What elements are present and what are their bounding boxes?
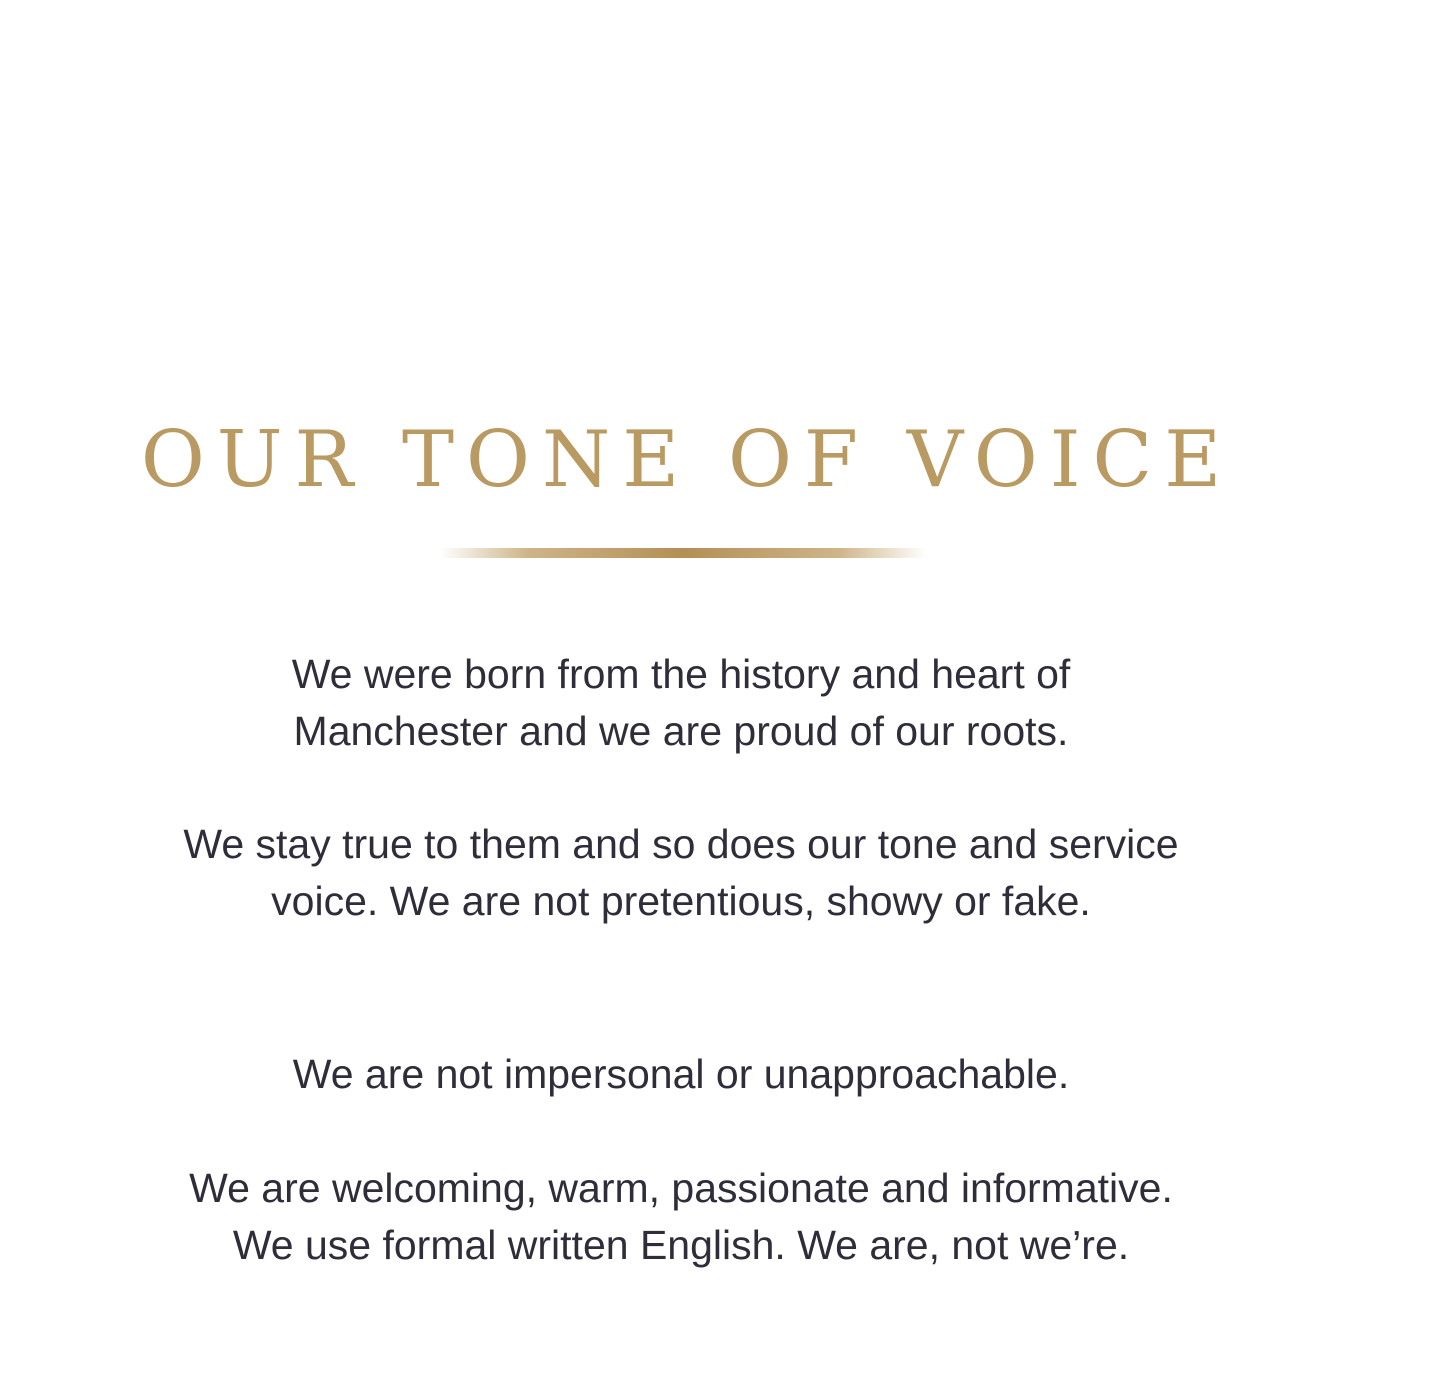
paragraph-roots: We were born from the history and heart of Manchester and we are proud of our roots.: [291, 651, 1071, 754]
paragraph-true-to-roots: We stay true to them and so does our tone and service voice. We are not pretentious, showy or fake.: [183, 821, 1179, 924]
section-heading: OUR TONE OF VOICE: [140, 415, 1234, 505]
paragraph-approachable: We are not impersonal or unapproachable.: [292, 1051, 1070, 1097]
gold-divider: [440, 548, 926, 558]
paragraph-welcoming: We are welcoming, warm, passionate and informative. We use formal written English. We are, not we’re.: [189, 1165, 1173, 1268]
